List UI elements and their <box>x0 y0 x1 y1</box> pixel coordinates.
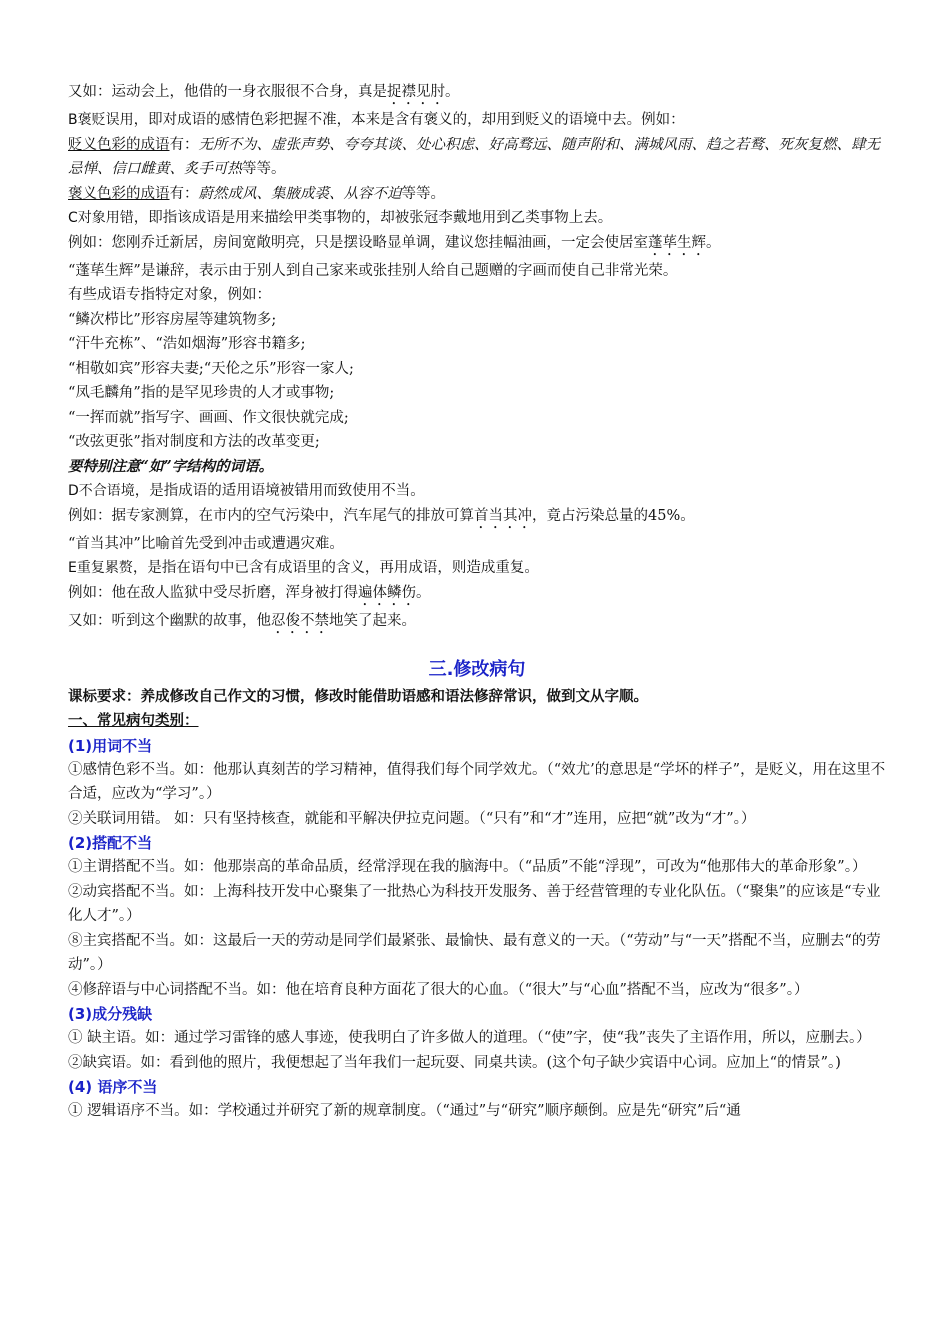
category-heading: (4) 语序不当 <box>68 1078 158 1096</box>
category-heading: (2)搭配不当 <box>68 834 153 852</box>
list-item: ②关联词用错。 如：只有坚持核查，就能和平解决伊拉克问题。（“只有”和“才”连用，应把“就”改为“才”。） <box>68 810 756 827</box>
paragraph-c-note: “蓬荜生辉”是谦辞，表示由于别人到自己家来或张挂别人给自己题赠的字画而使自己非常光荣。 <box>68 262 678 279</box>
derogatory-idiom-list: 无所不为、虚张声势、夸夸其谈、处心积虑、好高骛远、随声附和、满城风雨、趋之若鹜、死灰复燃、肆无忌惮、信口雌黄、炙手可热 <box>68 136 880 177</box>
paragraph-d-example <box>68 504 886 532</box>
list-item: “汗牛充栋”、“浩如烟海”形容书籍多; <box>68 336 306 352</box>
category-heading: (1)用词不当 <box>68 736 153 755</box>
emphasized-idiom: 捉襟见肘 <box>387 84 445 100</box>
e-text: ，是指在语句中已含有成语里的含义，再用成语，则造成重复。 <box>132 560 539 576</box>
c-label: C对象用错 <box>68 210 134 226</box>
emphasized-idiom: 蓬荜生辉 <box>648 234 706 251</box>
derogatory-label: 贬义色彩的成语 <box>68 136 170 153</box>
paragraph-e <box>68 556 886 581</box>
paragraph-commendatory <box>68 182 886 207</box>
text: 等等。 <box>242 161 286 177</box>
curriculum-requirement: 课标要求：养成修改自己作文的习惯，修改时能借助语感和语法修辞常识，做到文从字顺。 <box>68 687 648 705</box>
text: 例如：他在敌人监狱中受尽折磨，浑身被打得 <box>68 584 358 601</box>
special-note: 要特别注意“如”字结构的词语。 <box>68 457 274 475</box>
list-item: ②动宾搭配不当。如：上海科技开发中心聚集了一批热心为科技开发服务、善于经营管理的专业化队伍。（“聚集”的应该是“专业化人才”。） <box>68 883 881 924</box>
subsection-title: 一、常见病句类别： <box>68 712 199 729</box>
text: 地笑了起来。 <box>329 612 416 629</box>
e-label: E重复累赘 <box>68 560 133 576</box>
paragraph-example-zhuojin <box>68 80 886 108</box>
text: 有： <box>169 185 199 202</box>
list-item: ①主谓搭配不当。如：他那崇高的革命品质，经常浮现在我的脑海中。（“品质”不能“浮现”，可改为“他那伟大的革命形象”。） <box>68 859 867 875</box>
paragraph-e-example-2 <box>68 609 886 637</box>
text: 例如：据专家测算，在市内的空气污染中，汽车尾气的排放可算 <box>68 507 474 524</box>
d-text: ，是指成语的适用语境被错用而致使用不当。 <box>134 483 425 499</box>
text: 有： <box>169 136 199 153</box>
category-heading: (3)成分残缺 <box>68 1005 153 1023</box>
section-title: 三.修改病句 <box>428 658 526 680</box>
list-item: ②缺宾语。如：看到他的照片，我便想起了当年我们一起玩耍、同桌共读。(这个句子缺少宾语中心词。应加上“的情景”。) <box>68 1054 841 1071</box>
paragraph-c-example <box>68 231 886 259</box>
text: 。 <box>706 234 721 251</box>
document-page <box>68 80 886 1124</box>
paragraph-b <box>68 108 886 133</box>
text: ，竟占污染总量的45%。 <box>532 507 695 524</box>
commendatory-idiom-list: 蔚然成风、集腋成裘、从容不迫 <box>198 185 402 202</box>
d-label: D不合语境 <box>68 483 135 499</box>
text: 。 <box>416 584 431 601</box>
b-text: ，即对成语的感情色彩把握不准，本来是含有褒义的，却用到贬义的语境中去。例如： <box>133 112 685 128</box>
emphasized-idiom: 遍体鳞伤 <box>358 584 416 601</box>
list-item: “鳞次栉比”形容房屋等建筑物多; <box>68 311 277 328</box>
commendatory-label: 褒义色彩的成语 <box>68 185 170 202</box>
emphasized-idiom: 首当其冲 <box>474 507 532 524</box>
b-label: B褒贬误用 <box>68 112 134 128</box>
text: 。 <box>445 84 460 100</box>
text: 例如：您刚乔迁新居，房间宽敞明亮，只是摆设略显单调，建议您挂幅油画，一定会使居室 <box>68 234 648 251</box>
list-item: “凤毛麟角”指的是罕见珍贵的人才或事物; <box>68 385 335 401</box>
paragraph-c-intro: 有些成语专指特定对象，例如： <box>68 287 271 303</box>
text: 又如：听到这个幽默的故事，他 <box>68 612 271 629</box>
text: 又如：运动会上，他借的一身衣服很不合身，真是 <box>68 84 387 100</box>
paragraph-c <box>68 206 886 231</box>
emphasized-idiom: 忍俊不禁 <box>271 612 329 629</box>
list-item: ①感情色彩不当。如：他那认真刻苦的学习精神，值得我们每个同学效尤。（“效尤’的意思是“学坏的样子”，是贬义，用在这里不合适，应改为“学习”。） <box>68 761 886 802</box>
list-item: “改弦更张”指对制度和方法的改革变更; <box>68 434 320 450</box>
list-item: ④修辞语与中心词搭配不当。如：他在培育良种方面花了很大的心血。（“很大”与“心血”搭配不当，应改为“很多”。） <box>68 981 809 998</box>
list-item: ⑧主宾搭配不当。如：这最后一天的劳动是同学们最紧张、最愉快、最有意义的一天。（“劳动”与“一天”搭配不当，应删去“的劳动”。） <box>68 932 881 973</box>
paragraph-derogatory <box>68 133 886 182</box>
list-item: ① 缺主语。如：通过学习雷锋的感人事迹，使我明白了许多做人的道理。（“使”字，使“我”丧失了主语作用，所以，应删去。） <box>68 1030 871 1046</box>
list-item: ① 逻辑语序不当。如：学校通过并研究了新的规章制度。（“通过”与“研究”顺序颠倒。应是先“研究”后“通 <box>68 1103 741 1119</box>
list-item: “一挥而就”指写字、画画、作文很快就完成; <box>68 409 349 426</box>
paragraph-d-note: “首当其冲”比喻首先受到冲击或遭遇灾难。 <box>68 535 344 552</box>
text: 等等。 <box>401 185 445 202</box>
c-text: ，即指该成语是用来描绘甲类事物的，却被张冠李戴地用到乙类事物上去。 <box>133 210 613 226</box>
paragraph-d <box>68 479 886 504</box>
paragraph-e-example <box>68 581 886 609</box>
list-item: “相敬如宾”形容夫妻;“天伦之乐”形容一家人; <box>68 360 354 377</box>
